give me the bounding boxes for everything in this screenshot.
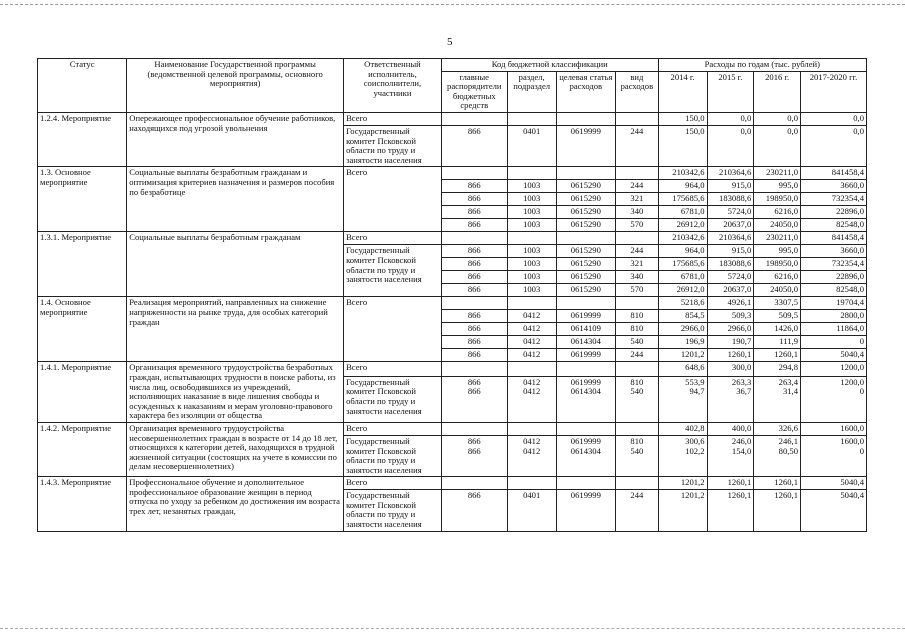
value-2015-cell: 400,0 [707,422,754,435]
header-target: целевая статья расходов [556,71,616,112]
section-cell [507,477,556,490]
section-cell: 0412 [507,310,556,323]
value-2015-cell: 183088,6 [707,193,754,206]
program-name-cell: Опережающее профессиональное обучение работников, находящихся под угрозой увольнения [127,112,344,166]
target-cell [556,422,616,435]
section-cell: 0412 0412 [507,435,556,476]
type-cell: 570 [616,219,659,232]
value-2014-cell: 648,6 [658,362,707,376]
value-2015-cell: 0,0 [707,112,754,125]
status-cell: 1.4.2. Мероприятие [38,422,127,476]
grbs-cell [441,362,507,376]
value-2017-2020-cell: 1600,0 0 [801,435,867,476]
program-name-cell: Профессиональное обучение и дополнительное профессиональное образование женщин в период отпуска по уходу за ребенком до достижения им возраста трех лет, незанятых граждан, [127,477,344,531]
grbs-cell: 866 [441,336,507,349]
target-cell: 0619999 [556,125,616,166]
section-cell: 1003 [507,180,556,193]
table-row [38,232,867,245]
type-cell: 244 [616,180,659,193]
value-2015-cell: 20637,0 [707,219,754,232]
value-2014-cell: 1201,2 [658,490,707,531]
executor-cell: Государственный комитет Псковской области по труду и занятости населения [344,490,442,531]
value-2017-2020-cell: 5040,4 [801,490,867,531]
executor-cell: Всего [344,167,442,232]
program-name-cell: Социальные выплаты безработным гражданам и оптимизация критериев назначения и размеров пособия по безработице [127,167,344,232]
value-2014-cell: 1201,2 [658,349,707,362]
value-2017-2020-cell: 0,0 [801,112,867,125]
target-cell [556,232,616,245]
table-row [38,422,867,435]
value-2015-cell: 1260,1 [707,349,754,362]
scan-edge-bottom [0,628,905,630]
value-2016-cell: 3307,5 [754,297,801,310]
section-cell: 1003 [507,284,556,297]
value-2017-2020-cell: 3660,0 [801,180,867,193]
budget-table [37,58,867,532]
value-2014-cell: 26912,0 [658,219,707,232]
value-2014-cell: 150,0 [658,125,707,166]
value-2016-cell: 6216,0 [754,271,801,284]
value-2017-2020-cell: 732354,4 [801,258,867,271]
value-2015-cell: 4926,1 [707,297,754,310]
value-2016-cell: 995,0 [754,180,801,193]
section-cell [507,362,556,376]
table-row [38,112,867,125]
program-name-cell: Социальные выплаты безработным гражданам [127,232,344,297]
value-2017-2020-cell: 841458,4 [801,232,867,245]
header-2016: 2016 г. [754,71,801,112]
table-row [38,362,867,376]
program-name-cell: Организация временного трудоустройства несовершеннолетних граждан в возрасте от 14 до 18 лет, относящихся к категории детей, находящихся в трудной жизненной ситуации (состоящих на учете в комиссии по делам несовершеннолетних) [127,422,344,476]
value-2014-cell: 2966,0 [658,323,707,336]
section-cell: 0412 [507,336,556,349]
grbs-cell: 866 [441,349,507,362]
executor-cell: Государственный комитет Псковской области по труду и занятости населения [344,125,442,166]
type-cell: 340 [616,271,659,284]
value-2016-cell: 509,5 [754,310,801,323]
status-cell: 1.2.4. Мероприятие [38,112,127,166]
target-cell: 0615290 [556,180,616,193]
value-2016-cell: 6216,0 [754,206,801,219]
value-2016-cell: 0,0 [754,112,801,125]
header-executor: Ответственный исполнитель, соисполнители, участники [344,59,442,113]
grbs-cell: 866 [441,245,507,258]
value-2017-2020-cell: 19704,4 [801,297,867,310]
type-cell: 244 [616,490,659,531]
section-cell: 1003 [507,206,556,219]
target-cell: 0615290 [556,284,616,297]
value-2015-cell: 0,0 [707,125,754,166]
target-cell: 0619999 [556,310,616,323]
header-section: раздел, подраздел [507,71,556,112]
header-status: Статус [38,59,127,113]
target-cell: 0619999 [556,490,616,531]
grbs-cell: 866 866 [441,435,507,476]
type-cell [616,297,659,310]
value-2017-2020-cell: 82548,0 [801,284,867,297]
grbs-cell [441,112,507,125]
target-cell [556,477,616,490]
value-2014-cell: 300,6 102,2 [658,435,707,476]
grbs-cell: 866 [441,284,507,297]
executor-cell: Всего [344,362,442,376]
value-2016-cell: 1260,1 [754,349,801,362]
type-cell [616,422,659,435]
value-2016-cell: 995,0 [754,245,801,258]
value-2015-cell: 190,7 [707,336,754,349]
value-2015-cell: 183088,6 [707,258,754,271]
header-type: вид расходов [616,71,659,112]
value-2014-cell: 553,9 94,7 [658,376,707,422]
value-2015-cell: 509,3 [707,310,754,323]
type-cell: 810 [616,323,659,336]
value-2014-cell: 150,0 [658,112,707,125]
value-2015-cell: 1260,1 [707,477,754,490]
grbs-cell: 866 [441,490,507,531]
executor-cell: Всего [344,422,442,435]
target-cell: 0615290 [556,271,616,284]
header-grbs: главные распорядители бюджетных средств [441,71,507,112]
type-cell [616,232,659,245]
value-2014-cell: 402,8 [658,422,707,435]
executor-cell: Всего [344,232,442,245]
grbs-cell: 866 [441,323,507,336]
section-cell: 0401 [507,125,556,166]
executor-cell: Всего [344,297,442,362]
value-2014-cell: 6781,0 [658,271,707,284]
value-2016-cell: 326,6 [754,422,801,435]
executor-cell: Государственный комитет Псковской области по труду и занятости населения [344,435,442,476]
target-cell [556,297,616,310]
value-2015-cell: 1260,1 [707,490,754,531]
section-cell: 1003 [507,219,556,232]
grbs-cell: 866 [441,193,507,206]
table-row [38,297,867,310]
value-2014-cell: 175685,6 [658,193,707,206]
section-cell: 0412 [507,323,556,336]
status-cell: 1.4.3. Мероприятие [38,477,127,531]
value-2015-cell: 210364,6 [707,232,754,245]
value-2017-2020-cell: 11864,0 [801,323,867,336]
target-cell: 0615290 [556,219,616,232]
value-2015-cell: 246,0 154,0 [707,435,754,476]
grbs-cell [441,477,507,490]
target-cell: 0619999 0614304 [556,376,616,422]
header-budget-code: Код бюджетной классификации [441,59,658,72]
value-2014-cell: 964,0 [658,180,707,193]
target-cell: 0619999 0614304 [556,435,616,476]
target-cell: 0619999 [556,349,616,362]
value-2014-cell: 196,9 [658,336,707,349]
grbs-cell: 866 [441,310,507,323]
grbs-cell: 866 [441,125,507,166]
section-cell: 0401 [507,490,556,531]
type-cell: 810 540 [616,376,659,422]
section-cell [507,167,556,180]
value-2016-cell: 111,9 [754,336,801,349]
status-cell: 1.3. Основное мероприятие [38,167,127,232]
table-row [38,477,867,490]
value-2017-2020-cell: 5040,4 [801,477,867,490]
type-cell: 810 [616,310,659,323]
grbs-cell [441,232,507,245]
executor-cell: Государственный комитет Псковской области по труду и занятости населения [344,245,442,297]
value-2015-cell: 263,3 36,7 [707,376,754,422]
executor-cell: Всего [344,477,442,490]
value-2015-cell: 2966,0 [707,323,754,336]
status-cell: 1.3.1. Мероприятие [38,232,127,297]
value-2016-cell: 1260,1 [754,477,801,490]
value-2017-2020-cell: 1200,0 0 [801,376,867,422]
value-2015-cell: 5724,0 [707,206,754,219]
value-2014-cell: 6781,0 [658,206,707,219]
target-cell: 0615290 [556,206,616,219]
executor-cell: Всего [344,112,442,125]
type-cell: 540 [616,336,659,349]
grbs-cell [441,297,507,310]
target-cell: 0615290 [556,193,616,206]
target-cell: 0614109 [556,323,616,336]
value-2015-cell: 300,0 [707,362,754,376]
header-expenses: Расходы по годам (тыс. рублей) [658,59,866,72]
value-2016-cell: 24050,0 [754,284,801,297]
target-cell [556,362,616,376]
value-2017-2020-cell: 82548,0 [801,219,867,232]
value-2017-2020-cell: 1200,0 [801,362,867,376]
section-cell [507,232,556,245]
value-2017-2020-cell: 0,0 [801,125,867,166]
value-2016-cell: 198950,0 [754,193,801,206]
section-cell [507,112,556,125]
value-2016-cell: 230211,0 [754,167,801,180]
grbs-cell: 866 [441,180,507,193]
target-cell: 0615290 [556,245,616,258]
value-2014-cell: 210342,6 [658,232,707,245]
grbs-cell: 866 866 [441,376,507,422]
grbs-cell [441,167,507,180]
value-2014-cell: 26912,0 [658,284,707,297]
header-2017-2020: 2017-2020 гг. [801,71,867,112]
type-cell: 244 [616,125,659,166]
program-name-cell: Реализация мероприятий, направленных на снижение напряженности на рынке труда, для особых категорий граждан [127,297,344,362]
value-2014-cell: 5218,6 [658,297,707,310]
value-2016-cell: 1426,0 [754,323,801,336]
value-2015-cell: 20637,0 [707,284,754,297]
value-2014-cell: 210342,6 [658,167,707,180]
type-cell [616,112,659,125]
header-2014: 2014 г. [658,71,707,112]
grbs-cell: 866 [441,206,507,219]
value-2017-2020-cell: 841458,4 [801,167,867,180]
grbs-cell [441,422,507,435]
value-2014-cell: 1201,2 [658,477,707,490]
grbs-cell: 866 [441,271,507,284]
section-cell: 1003 [507,245,556,258]
executor-cell: Государственный комитет Псковской области по труду и занятости населения [344,376,442,422]
value-2017-2020-cell: 0 [801,336,867,349]
grbs-cell: 866 [441,219,507,232]
section-cell: 0412 [507,349,556,362]
value-2016-cell: 198950,0 [754,258,801,271]
header-row [38,59,867,72]
header-name: Наименование Государственной программы (ведомственной целевой программы, основного мероприятия) [127,59,344,113]
program-name-cell: Организация временного трудоустройства безработных граждан, испытывающих трудности в поиске работы, из числа лиц, освободившихся из учреждений, исполняющих наказание в виде лишения свободы и осужденных к наказаниям и мерам уголовно-правового характера без изоляции от общества [127,362,344,423]
section-cell [507,297,556,310]
value-2014-cell: 854,5 [658,310,707,323]
value-2015-cell: 5724,0 [707,271,754,284]
value-2016-cell: 230211,0 [754,232,801,245]
type-cell [616,167,659,180]
page-number: 5 [447,36,453,48]
target-cell: 0614304 [556,336,616,349]
scan-edge-top [0,0,905,5]
type-cell [616,477,659,490]
status-cell: 1.4.1. Мероприятие [38,362,127,423]
value-2017-2020-cell: 5040,4 [801,349,867,362]
value-2016-cell: 1260,1 [754,490,801,531]
target-cell [556,167,616,180]
value-2017-2020-cell: 732354,4 [801,193,867,206]
section-cell: 1003 [507,271,556,284]
type-cell: 321 [616,193,659,206]
value-2016-cell: 246,1 80,50 [754,435,801,476]
type-cell: 244 [616,245,659,258]
value-2016-cell: 294,8 [754,362,801,376]
section-cell: 1003 [507,258,556,271]
type-cell: 244 [616,349,659,362]
target-cell [556,112,616,125]
value-2015-cell: 915,0 [707,245,754,258]
value-2017-2020-cell: 22896,0 [801,206,867,219]
value-2017-2020-cell: 2800,0 [801,310,867,323]
value-2014-cell: 964,0 [658,245,707,258]
value-2016-cell: 24050,0 [754,219,801,232]
value-2015-cell: 210364,6 [707,167,754,180]
value-2017-2020-cell: 3660,0 [801,245,867,258]
status-cell: 1.4. Основное мероприятие [38,297,127,362]
value-2016-cell: 0,0 [754,125,801,166]
type-cell: 340 [616,206,659,219]
value-2015-cell: 915,0 [707,180,754,193]
section-cell [507,422,556,435]
value-2017-2020-cell: 1600,0 [801,422,867,435]
header-2015: 2015 г. [707,71,754,112]
value-2014-cell: 175685,6 [658,258,707,271]
table-body [38,112,867,531]
section-cell: 0412 0412 [507,376,556,422]
type-cell: 570 [616,284,659,297]
type-cell: 321 [616,258,659,271]
grbs-cell: 866 [441,258,507,271]
value-2017-2020-cell: 22896,0 [801,271,867,284]
type-cell [616,362,659,376]
type-cell: 810 540 [616,435,659,476]
section-cell: 1003 [507,193,556,206]
target-cell: 0615290 [556,258,616,271]
table-row [38,167,867,180]
value-2016-cell: 263,4 31,4 [754,376,801,422]
